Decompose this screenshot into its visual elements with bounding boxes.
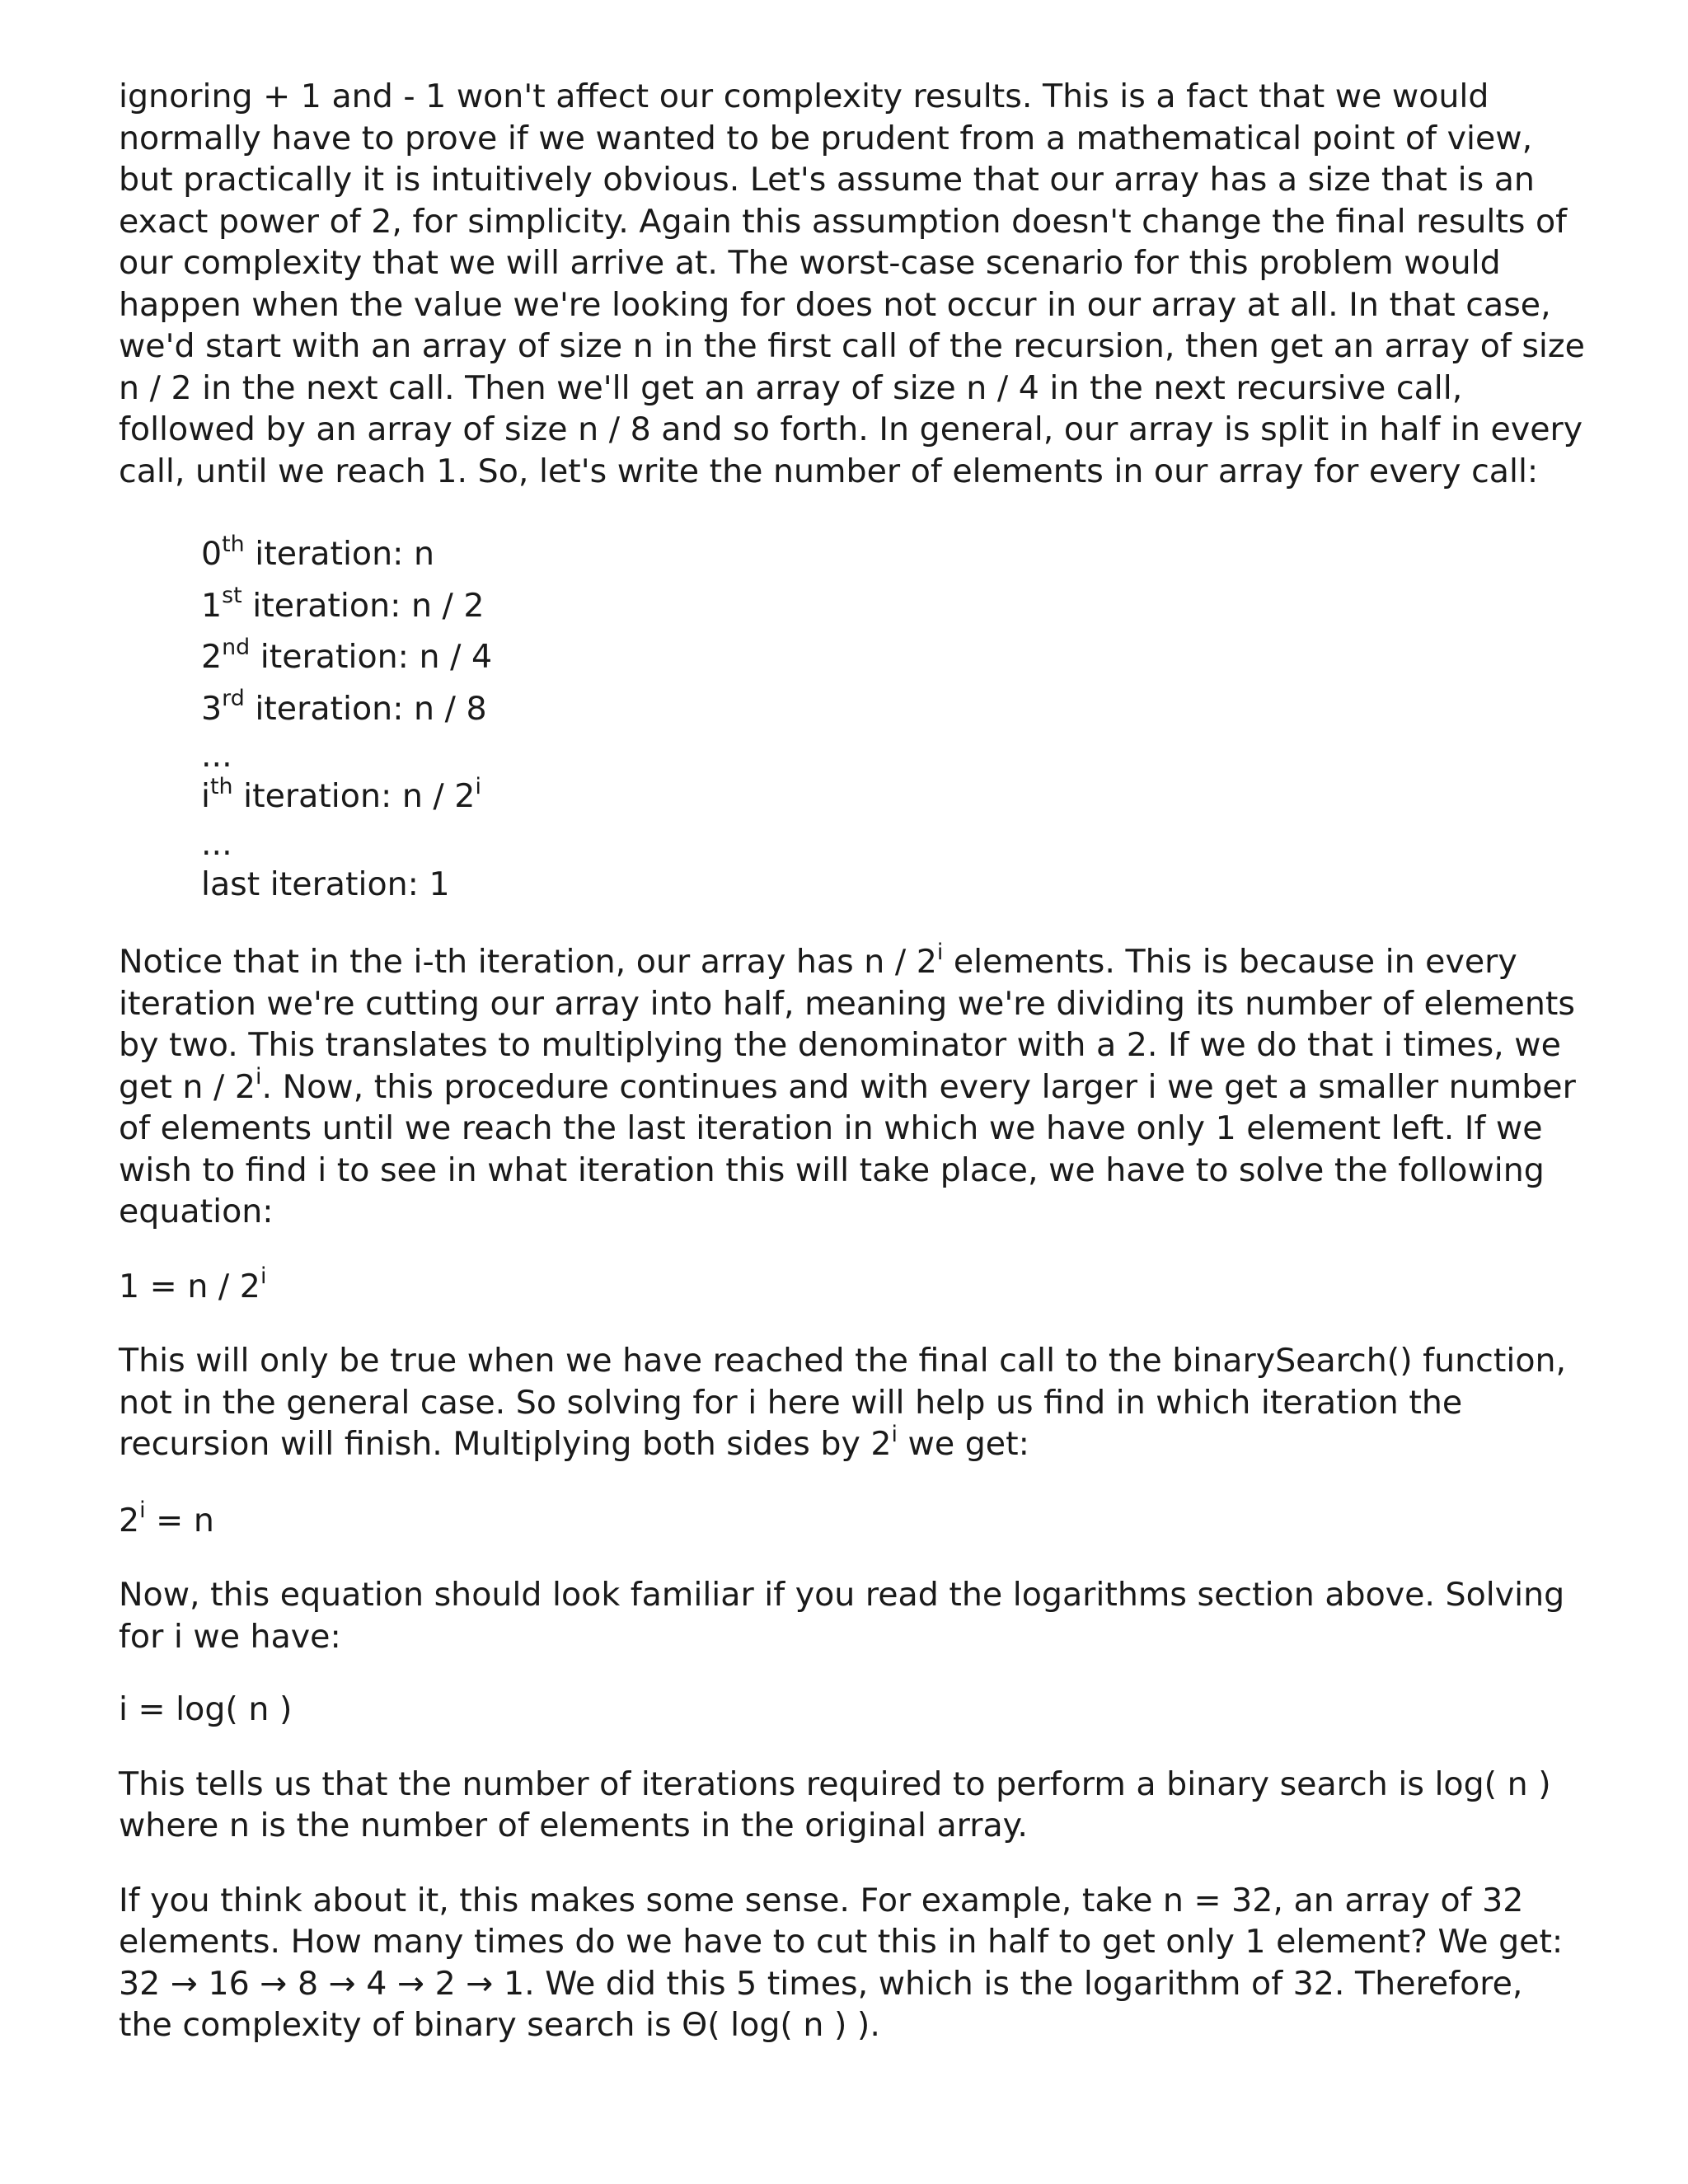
paragraph-sense: If you think about it, this makes some sense. For example, take n = 32, an array of 32 elements. How many times do we have to cut this in half to get only 1 element? We get: 32 → 16 → 8 → 4 → 2 → 1. We did this 5 times, which is the logarithm of 32. Therefore, the complexity of binary search is Θ( log( n ) ).	[119, 1881, 1564, 2044]
ordinal-suffix: st	[222, 583, 242, 609]
ordinal-suffix: nd	[222, 634, 251, 660]
iteration-number: i	[201, 777, 210, 815]
paragraph-intro: ignoring + 1 and - 1 won't affect our complexity results. This is a fact that we would normally have to prove if we wanted to be prudent from a mathematical point of view, but practically it is intuitively obvious. Let's assume that our array has a size that is an exact power of 2, for simplicity. Again this assumption doesn't change the final results of our complexity that we will arrive at. The worst-case scenario for this problem would happen when the value we're looking for does not occur in our array at all. In that case, we'd start with an array of size n in the first call of the recursion, then get an array of size n / 2 in the next call. Then we'll get an array of size n / 4 in the next recursive call, followed by an array of size n / 8 and so forth. In general, our array is split in half in every call, until we reach 1. So, let's write the number of elements in our array for every call:	[119, 77, 1585, 490]
equation-text: = n	[145, 1501, 214, 1540]
paragraph-familiar: Now, this equation should look familiar if you read the logarithms section above. Solving for i we have:	[119, 1576, 1565, 1656]
iteration-number: 2	[201, 638, 223, 676]
iteration-text: iteration: n / 2	[241, 586, 485, 625]
text-run: elements. This is because in every iteration we're cutting our array into half, meaning we're dividing its number of elements by two. This translates to multiplying the denominator with a 2. If we do that i times, we get n / 2	[119, 943, 1575, 1106]
iteration-list	[201, 533, 1586, 905]
iteration-ellipsis: ...	[201, 824, 232, 863]
equation-text: 2	[119, 1501, 140, 1540]
equation-1	[119, 1263, 1586, 1308]
exponent: i	[891, 1421, 898, 1447]
iteration-ellipsis: ...	[201, 737, 232, 775]
text-run: we get:	[897, 1425, 1029, 1463]
paragraph-tells: This tells us that the number of iterations required to perform a binary search is log( n ) where n is the number of elements in the original array.	[119, 1765, 1551, 1844]
ordinal-suffix: th	[222, 531, 245, 557]
equation-text: 1 = n / 2	[119, 1267, 260, 1305]
text-run: Notice that in the i-th iteration, our array has n / 2	[119, 943, 937, 981]
paragraph-final-call	[119, 1340, 1586, 1465]
text-run: . Now, this procedure continues and with every larger i we get a smaller number of elements until we reach the last iteration in which we have only 1 element left. If we wish to find i to see in what iteration this will take place, we have to solve the following equation:	[119, 1067, 1576, 1230]
exponent: i	[475, 773, 481, 799]
paragraph-notice	[119, 941, 1586, 1233]
ordinal-suffix: rd	[222, 686, 245, 712]
document-body	[119, 76, 1586, 2046]
equation-2	[119, 1497, 1586, 1542]
iteration-number: 3	[201, 689, 223, 728]
iteration-number: 1	[201, 586, 223, 625]
iteration-item	[201, 533, 1586, 575]
iteration-item	[201, 585, 1586, 627]
exponent: i	[256, 1064, 262, 1090]
iteration-item	[201, 636, 1586, 678]
iteration-text: iteration: n / 2	[232, 777, 476, 815]
iteration-item	[201, 688, 1586, 730]
iteration-number: 0	[201, 535, 223, 573]
iteration-text: iteration: n / 8	[244, 689, 487, 728]
exponent: i	[936, 939, 944, 965]
iteration-item	[201, 773, 1586, 818]
ordinal-suffix: th	[209, 773, 233, 799]
iteration-text: iteration: n	[244, 535, 435, 573]
equation-3: i = log( n )	[119, 1690, 293, 1728]
exponent: i	[260, 1263, 267, 1290]
exponent: i	[139, 1497, 146, 1524]
iteration-text: iteration: n / 4	[250, 638, 493, 676]
text-run: This will only be true when we have reached the final call to the binarySearch() function, not in the general case. So solving for i here will help us find in which iteration the recursion will finish. Multiplying both sides by 2	[119, 1342, 1567, 1463]
iteration-item-last: last iteration: 1	[201, 865, 450, 903]
